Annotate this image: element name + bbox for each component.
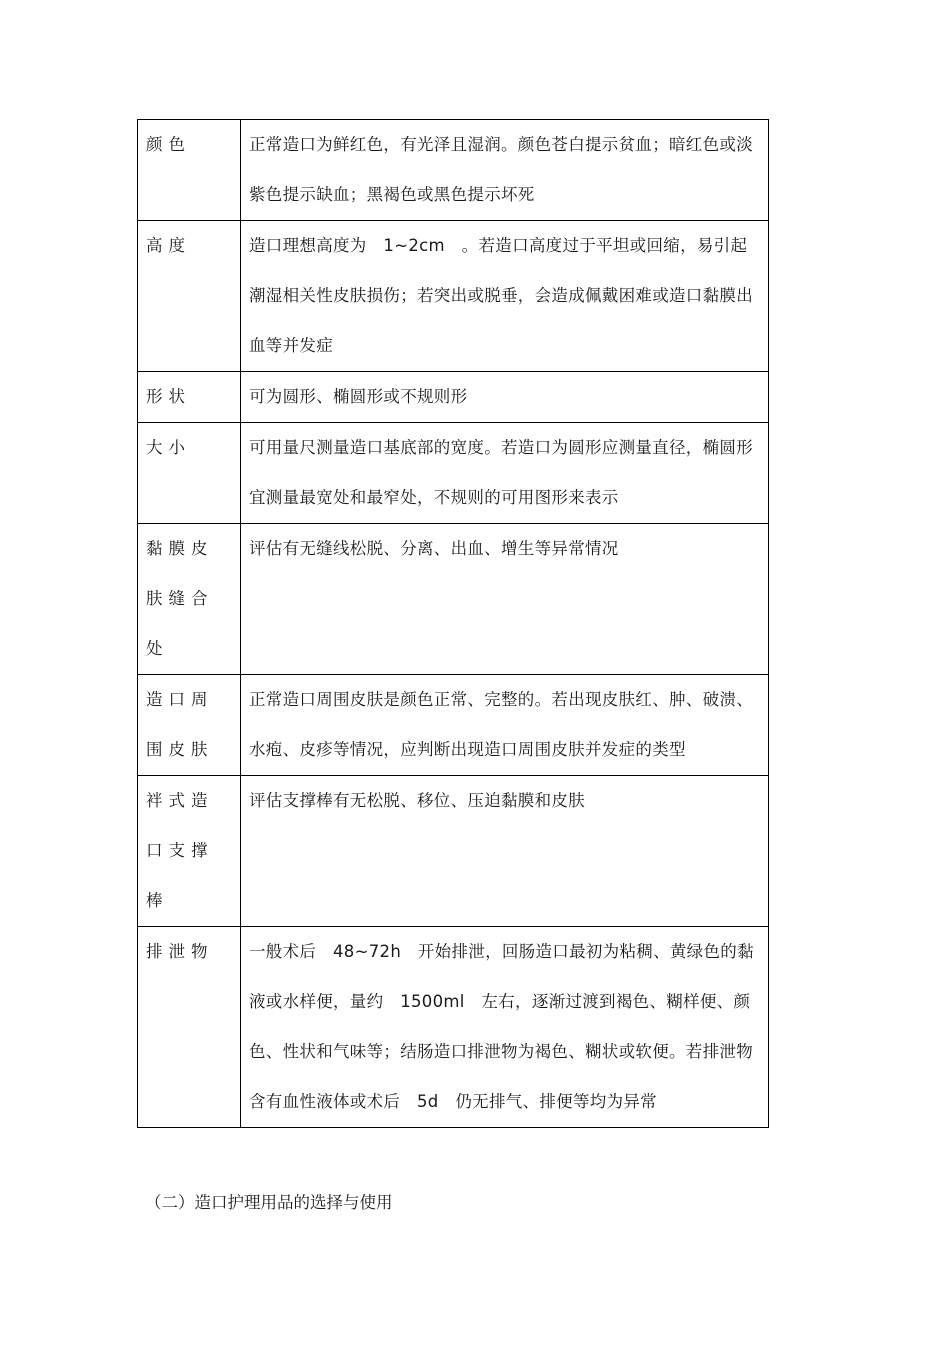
table-row xyxy=(138,524,769,675)
row-description: 造口理想高度为 1~2cm 。若造口高度过于平坦或回缩，易引起潮湿相关性皮肤损伤；若突出或脱垂，会造成佩戴困难或造口黏膜出血等并发症 xyxy=(241,221,769,372)
row-label: 大小 xyxy=(138,423,241,524)
table-row xyxy=(138,372,769,423)
table-row xyxy=(138,221,769,372)
row-label: 高度 xyxy=(138,221,241,372)
row-label: 黏膜皮肤缝合处 xyxy=(138,524,241,675)
row-description: 一般术后 48~72h 开始排泄，回肠造口最初为粘稠、黄绿色的黏液或水样便，量约 1500ml 左右，逐渐过渡到褐色、糊样便、颜色、性状和气味等；结肠造口排泄物为褐色、糊状或软便。若排泄物含有血性液体或术后 5d 仍无排气、排便等均为异常 xyxy=(241,927,769,1128)
row-label: 颜色 xyxy=(138,120,241,221)
row-label: 形状 xyxy=(138,372,241,423)
section-heading: （二）造口护理用品的选择与使用 xyxy=(145,1193,393,1212)
row-description: 可为圆形、椭圆形或不规则形 xyxy=(241,372,769,423)
table-row xyxy=(138,927,769,1128)
row-description: 评估支撑棒有无松脱、移位、压迫黏膜和皮肤 xyxy=(241,776,769,927)
row-label: 排泄物 xyxy=(138,927,241,1128)
stoma-assessment-table xyxy=(137,119,769,1128)
row-description: 可用量尺测量造口基底部的宽度。若造口为圆形应测量直径，椭圆形宜测量最宽处和最窄处，不规则的可用图形来表示 xyxy=(241,423,769,524)
row-label: 造口周围皮肤 xyxy=(138,675,241,776)
row-description: 正常造口为鲜红色，有光泽且湿润。颜色苍白提示贫血；暗红色或淡紫色提示缺血；黑褐色或黑色提示坏死 xyxy=(241,120,769,221)
table-row xyxy=(138,675,769,776)
row-description: 评估有无缝线松脱、分离、出血、增生等异常情况 xyxy=(241,524,769,675)
row-description: 正常造口周围皮肤是颜色正常、完整的。若出现皮肤红、肿、破溃、水疱、皮疹等情况，应判断出现造口周围皮肤并发症的类型 xyxy=(241,675,769,776)
table-row xyxy=(138,120,769,221)
table-row xyxy=(138,423,769,524)
table-row xyxy=(138,776,769,927)
row-label: 袢式造口支撑棒 xyxy=(138,776,241,927)
